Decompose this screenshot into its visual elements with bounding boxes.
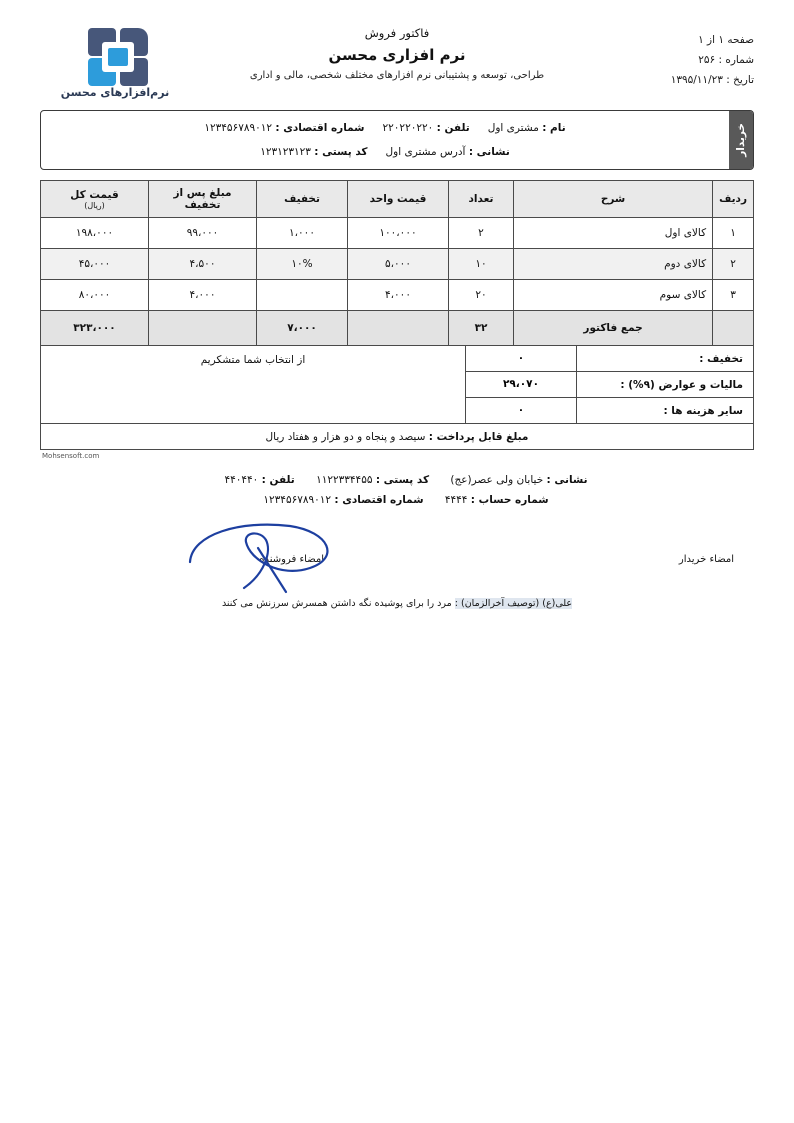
quote-speaker: علی(ع) (توصیف آخرالزمان) : [454, 598, 573, 609]
cell-row: ۳ [713, 280, 754, 311]
summary-row-blank [713, 311, 754, 346]
payable-row [40, 424, 754, 450]
customer-row-2 [47, 140, 723, 164]
cell-discount: ۱۰% [257, 249, 348, 280]
seller-account-label: شماره حساب : [470, 494, 549, 506]
totals-discount-value: ۰ [466, 346, 577, 371]
totals-row-tax [466, 372, 753, 398]
customer-tab [729, 111, 753, 169]
table-summary-row [41, 311, 754, 346]
invoice-sheet [18, 8, 776, 1108]
customer-postal-seg [260, 140, 367, 164]
customer-address-seg [386, 140, 510, 164]
items-table [40, 180, 754, 346]
customer-econ-label: شماره اقتصادی : [275, 122, 365, 134]
summary-after-discount [149, 311, 257, 346]
seller-row-2 [40, 490, 754, 510]
summary-discount: ۷،۰۰۰ [257, 311, 348, 346]
seller-info [40, 470, 754, 510]
seller-row-1 [40, 470, 754, 490]
col-discount: تخفیف [257, 181, 348, 218]
cell-total: ۴۵،۰۰۰ [41, 249, 149, 280]
cell-after-discount: ۴،۰۰۰ [149, 280, 257, 311]
summary-unit-price [348, 311, 449, 346]
customer-phone-seg [383, 116, 470, 140]
cell-discount [257, 280, 348, 311]
summary-qty: ۳۲ [449, 311, 514, 346]
seller-postal-value: ۱۱۲۲۳۳۴۴۵۵ [316, 474, 373, 486]
customer-address-value: آدرس مشتری اول [385, 146, 466, 158]
items-table-body [41, 218, 754, 346]
table-row [41, 280, 754, 311]
customer-body [41, 111, 729, 169]
invoice-date: تاریخ : ۱۳۹۵/۱۱/۲۳ [670, 74, 754, 86]
totals-other-value: ۰ [466, 398, 577, 423]
seller-address-value: خیابان ولی عصر(عج) [450, 474, 544, 486]
customer-name-value: مشتری اول [487, 122, 539, 134]
cell-row: ۲ [713, 249, 754, 280]
customer-address-label: نشانی : [468, 146, 510, 158]
cell-after-discount: ۹۹،۰۰۰ [149, 218, 257, 249]
payable-words: سیصد و پنجاه و دو هزار و هفتاد ریال [265, 431, 426, 443]
cell-qty: ۲ [449, 218, 514, 249]
signature-area [40, 524, 754, 594]
col-total-sub: (ریال) [84, 200, 105, 210]
cell-desc: کالای اول [514, 218, 713, 249]
company-logo [50, 26, 180, 98]
col-total-label: قیمت کل [70, 188, 119, 201]
company-tagline: طراحی، توسعه و پشتیبانی نرم افزارهای مختلف شخصی، مالی و اداری [249, 70, 545, 81]
totals-row-other [466, 398, 753, 423]
seller-econ-value: ۱۲۳۴۵۶۷۸۹۰۱۲ [263, 494, 332, 506]
customer-name-seg [488, 116, 566, 140]
quote-text: مرد را برای پوشیده نگه داشتن همسرش سرزنش می کنند [221, 598, 452, 609]
col-after-discount: مبلغ پس از تخفیف [149, 181, 257, 218]
totals-discount-label: تخفیف : [699, 352, 743, 365]
customer-econ-value: ۱۲۳۴۵۶۷۸۹۰۱۲ [204, 122, 273, 134]
table-row [41, 249, 754, 280]
table-row [41, 218, 754, 249]
cell-unit-price: ۵،۰۰۰ [348, 249, 449, 280]
totals-other-label: سایر هزینه ها : [663, 404, 743, 417]
cell-qty: ۲۰ [449, 280, 514, 311]
customer-phone-value: ۲۲۰۲۲۰۲۲۰ [382, 122, 434, 134]
seller-account-seg [442, 494, 549, 506]
cell-discount: ۱،۰۰۰ [257, 218, 348, 249]
col-unit-price: قیمت واحد [348, 181, 449, 218]
col-qty: تعداد [449, 181, 514, 218]
customer-box [40, 110, 754, 170]
summary-total: ۳۲۳،۰۰۰ [41, 311, 149, 346]
customer-name-label: نام : [542, 122, 566, 134]
payable-label: مبلغ قابل پرداخت : [428, 431, 529, 443]
totals-row-discount [466, 346, 753, 372]
seller-econ-label: شماره اقتصادی : [334, 494, 424, 506]
seller-address-label: نشانی : [546, 474, 588, 486]
seller-phone-label: تلفن : [261, 474, 295, 486]
customer-postal-value: ۱۲۳۱۲۳۱۲۳ [260, 146, 311, 158]
customer-postal-label: کد پستی : [314, 146, 368, 158]
col-desc: شرح [514, 181, 713, 218]
seller-address-seg [447, 474, 587, 486]
page-info: صفحه ۱ از ۱ [698, 34, 754, 46]
seller-postal-label: کد پستی : [375, 474, 430, 486]
document-header [40, 26, 754, 104]
cell-qty: ۱۰ [449, 249, 514, 280]
buyer-signature-label: امضاء خریدار [678, 554, 734, 565]
customer-phone-label: تلفن : [436, 122, 470, 134]
document-type: فاکتور فروش [364, 26, 430, 40]
seller-econ-seg [263, 494, 423, 506]
software-watermark: Mohsensoft.com [42, 452, 100, 460]
totals-tax-label: مالیات و عوارض (۹%) : [620, 378, 743, 391]
handwritten-signature-icon [180, 518, 380, 598]
totals-block [40, 346, 754, 424]
logo-inner-blue [108, 48, 128, 66]
col-total [41, 181, 149, 218]
totals-right [465, 346, 753, 423]
cell-desc: کالای دوم [514, 249, 713, 280]
seller-postal-seg [313, 474, 429, 486]
logo-text: نرم‌افزارهای محسن [60, 86, 170, 99]
customer-tab-label: خریدار [735, 123, 747, 157]
seller-account-value: ۴۴۴۴ [444, 494, 468, 506]
cell-unit-price: ۴،۰۰۰ [348, 280, 449, 311]
summary-label: جمع فاکتور [514, 311, 713, 346]
items-table-head [41, 181, 754, 218]
cell-total: ۸۰،۰۰۰ [41, 280, 149, 311]
cell-desc: کالای سوم [514, 280, 713, 311]
items-header-row [41, 181, 754, 218]
seller-phone-seg [224, 474, 294, 486]
cell-total: ۱۹۸،۰۰۰ [41, 218, 149, 249]
seller-phone-value: ۴۴۰۴۴۰ [224, 474, 259, 486]
cell-unit-price: ۱۰۰،۰۰۰ [348, 218, 449, 249]
customer-row-1 [47, 116, 723, 140]
col-row: ردیف [713, 181, 754, 218]
customer-econ-seg [204, 116, 364, 140]
thank-you-note: از انتخاب شما متشکریم [200, 354, 306, 366]
cell-row: ۱ [713, 218, 754, 249]
footer-quote [40, 598, 754, 609]
invoice-number: شماره : ۲۵۶ [698, 54, 754, 66]
company-name: نرم افزاری محسن [328, 46, 466, 64]
seller-signature-label: امضاء فروشنده [259, 554, 324, 565]
totals-tax-value: ۲۹،۰۷۰ [466, 372, 577, 397]
cell-after-discount: ۴،۵۰۰ [149, 249, 257, 280]
